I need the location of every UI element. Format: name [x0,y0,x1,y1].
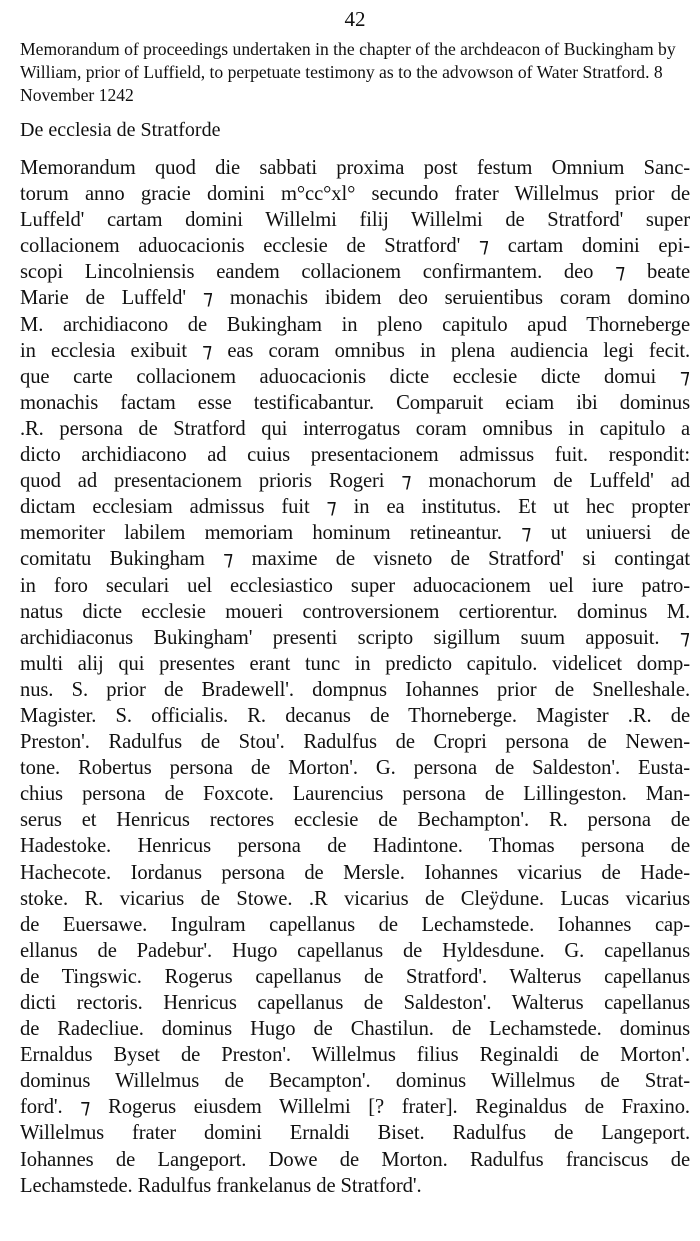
body-line: serus et Henricus rectores ecclesie de Bechampton'. R. persona de [20,809,690,832]
body-line: memoriter labilem memoriam hominum retineantur. ⁊ ut uniuersi de [20,522,690,545]
body-line: de Tingswic. Rogerus capellanus de Stratford'. Walterus capellanus [20,965,690,988]
body-line: Preston'. Radulfus de Stou'. Radulfus de Cropri persona de Newen- [20,731,690,754]
body-line: scopi Lincolniensis eandem collacionem confirmantem. deo ⁊ beate [20,261,690,284]
page-number: 42 [344,7,366,31]
body-line: nus. S. prior de Bradewell'. dompnus Iohannes prior de Snelleshale. [20,678,690,701]
body-line: natus dicte ecclesie moueri controversionem certiorentur. dominus M. [20,600,690,623]
body-line: dominus Willelmus de Becampton'. dominus Willelmus de Strat- [20,1070,690,1093]
body-line: stoke. R. vicarius de Stowe. .R vicarius de Cleÿdune. Lucas vicarius [20,887,690,910]
body-line: comitatu Bukingham ⁊ maxime de visneto de Stratford' si contingat [20,548,690,571]
body-line: Hadestoke. Henricus persona de Hadintone. Thomas persona de [20,835,690,858]
body-line: ford'. ⁊ Rogerus eiusdem Willelmi [? frater]. Reginaldus de Fraxino. [20,1096,690,1119]
body-line: .R. persona de Stratford qui interrogatus coram omnibus in capitulo a [20,417,690,440]
body-line: quod ad presentacionem prioris Rogeri ⁊ monachorum de Luffeld' ad [20,470,690,493]
document-body [20,155,690,1199]
body-line: in ecclesia exibuit ⁊ eas coram omnibus in plena audiencia legi fecit. [20,339,690,362]
body-line: Magister. S. officialis. R. decanus de Thorneberge. Magister .R. de [20,704,690,727]
body-line: de Radecliue. dominus Hugo de Chastilun. de Lechamstede. dominus [20,1018,690,1041]
body-line: que carte collacionem aduocacionis dicte ecclesie dicte domui ⁊ [20,365,690,388]
body-line: dictam ecclesiam admissus fuit ⁊ in ea institutus. Et ut hec propter [20,496,690,519]
body-line: tone. Robertus persona de Morton'. G. persona de Saldeston'. Eusta- [20,757,690,780]
document-summary: Memorandum of proceedings undertaken in the chapter of the archdeacon of Buckingham by William, prior of Luffield, to perpetuate testimony as to the advowson of Water Stratford. 8 November 1242 [20,39,676,105]
body-line: archidiaconus Bukingham' presenti scripto sigillum suum apposuit. ⁊ [20,626,690,649]
body-line: multi alij qui presentes erant tunc in predicto capitulo. videlicet domp- [20,652,690,675]
body-line: Hachecote. Iordanus persona de Mersle. Iohannes vicarius de Hade- [20,861,690,884]
section-heading: De ecclesia de Stratforde [20,119,221,141]
body-line: dicti rectoris. Henricus capellanus de Saldeston'. Walterus capellanus [20,992,690,1014]
body-line: Luffeld' cartam domini Willelmi filij Willelmi de Stratford' super [20,209,690,232]
body-line: in foro seculari uel ecclesiastico super aduocacionem uel iure patro- [20,574,690,597]
body-line: dicto archidiacono ad cuius presentacionem admissus fuit. respondit: [20,444,690,467]
body-line: Memorandum quod die sabbati proxima post festum Omnium Sanc- [20,157,690,179]
body-line: Marie de Luffeld' ⁊ monachis ibidem deo seruientibus coram domino [20,287,690,310]
body-line: Willelmus frater domini Ernaldi Biset. Radulfus de Langeport. [20,1122,690,1145]
body-line: Ernaldus Byset de Preston'. Willelmus filius Reginaldi de Morton'. [20,1044,690,1067]
body-line: collacionem aduocacionis ecclesie de Stratford' ⁊ cartam domini epi- [20,235,690,258]
body-line: M. archidiacono de Bukingham in pleno capitulo apud Thorneberge [20,313,690,336]
body-line: ellanus de Padebur'. Hugo capellanus de Hyldesdune. G. capellanus [20,939,690,962]
body-line: Iohannes de Langeport. Dowe de Morton. Radulfus franciscus de [20,1148,690,1171]
body-line: torum anno gracie domini m°cc°xl° secundo frater Willelmus prior de [20,183,690,206]
body-line: monachis factam esse testificabantur. Comparuit eciam ibi dominus [20,391,690,414]
body-line: chius persona de Foxcote. Laurencius persona de Lillingeston. Man- [20,783,690,806]
body-line: de Euersawe. Ingulram capellanus de Lechamstede. Iohannes cap- [20,913,690,936]
body-line: Lechamstede. Radulfus frankelanus de Stratford'. [20,1174,422,1197]
